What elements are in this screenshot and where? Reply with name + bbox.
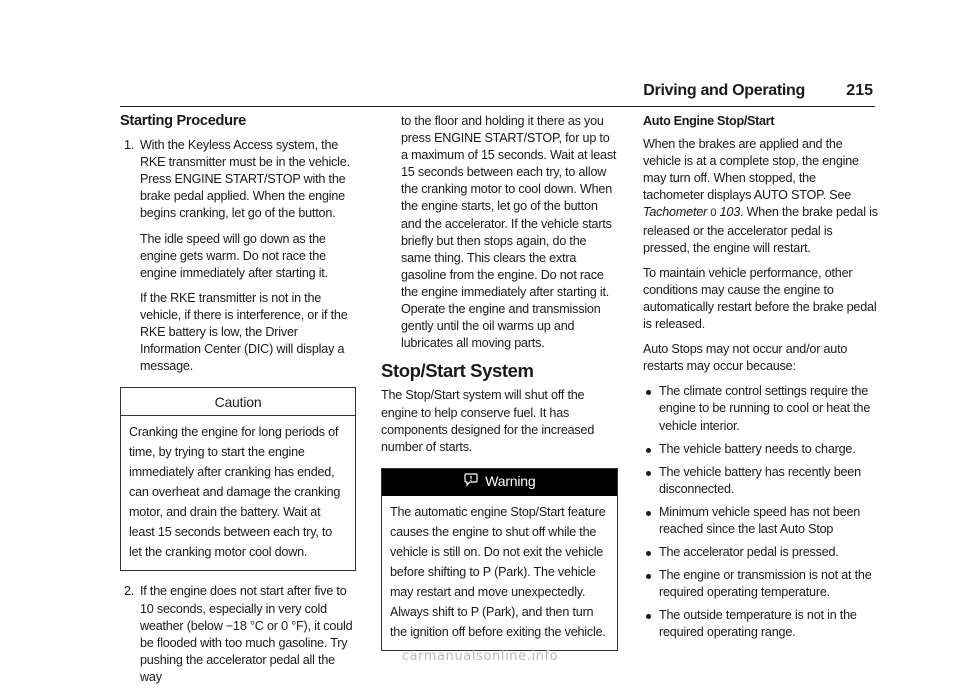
tachometer-reference[interactable]: Tachometer xyxy=(643,205,708,220)
column-3 xyxy=(643,113,878,648)
list-item xyxy=(643,441,878,458)
step-1-paragraph-1: With the Keyless Access system, the RKE transmitter must be in the vehicle. Press ENGINE START/STOP with the brake pedal applied. When the engine begins cranking, let go of the button. xyxy=(140,138,350,221)
warning-title-bar xyxy=(382,469,617,496)
step-2-number: 2. xyxy=(124,584,135,599)
column-1 xyxy=(120,113,356,694)
list-item xyxy=(643,544,878,561)
bullet-icon xyxy=(646,574,651,579)
stop-start-heading: Stop/Start System xyxy=(381,360,534,382)
header-rule xyxy=(120,106,875,107)
list-item-text: The outside temperature is not in the required operating range. xyxy=(659,608,857,640)
step-2-paragraph-1: If the engine does not start after five to 10 seconds, especially in very cold weather (below −18 °C or 0 °F), it could be flooded with too much gasoline. Try pushing the accelerator pedal all the way xyxy=(140,584,353,684)
bullet-icon xyxy=(646,551,651,556)
bullet-icon xyxy=(646,614,651,619)
step-2-continued xyxy=(381,113,618,352)
bullet-icon xyxy=(646,390,651,395)
step-1 xyxy=(120,137,356,375)
step-2-continued-text: to the floor and holding it there as you press ENGINE START/STOP, for up to a maximum of 15 seconds. Wait at least 15 seconds between each try, to allow the cranking motor to cool down. When the engine starts, let go of the button and the accelerator. If the vehicle starts briefly but then stops again, do the same thing. This clears the extra gasoline from the engine. Do not race the engine immediately after starting it. Operate the engine and transmission gently until the oil warms up and lubricates all moving parts. xyxy=(401,114,617,351)
caution-title: Caution xyxy=(121,388,355,416)
auto-stop-start-heading: Auto Engine Stop/Start xyxy=(643,114,775,128)
caution-box xyxy=(120,387,356,571)
tachometer-page-ref[interactable]: 103 xyxy=(719,205,741,220)
bullet-icon xyxy=(646,448,651,453)
auto-stop-paragraph-2: To maintain vehicle performance, other conditions may cause the engine to automatically restart before the brake pedal is released. xyxy=(643,265,877,332)
auto-stop-paragraph-3: Auto Stops may not occur and/or auto restarts may occur because: xyxy=(643,342,848,374)
starting-procedure-heading: Starting Procedure xyxy=(120,113,246,129)
stop-start-intro: The Stop/Start system will shut off the engine to help conserve fuel. It has components designed for the increased number of starts. xyxy=(381,388,595,454)
watermark: carmanualsonline.info xyxy=(401,649,559,664)
column-2 xyxy=(381,113,618,651)
warning-text: The automatic engine Stop/Start feature causes the engine to shut off while the vehicle is still on. Do not exit the vehicle before shifting to P (Park). The vehicle may restart and move unexpectedly. Always shift to P (Park), and then turn the ignition off before exiting the vehicle. xyxy=(390,505,606,640)
list-item-text: The accelerator pedal is pressed. xyxy=(659,545,839,560)
auto-stop-conditions-list xyxy=(643,383,878,641)
step-1-paragraph-3: If the RKE transmitter is not in the vehicle, if there is interference, or if the RKE battery is low, the Driver Information Center (DIC) will display a message. xyxy=(140,290,348,374)
caution-text: Cranking the engine for long periods of time, by trying to start the engine immediately after cranking has ended, can overheat and damage the cranking motor, and drain the battery. Wait at least 15 seconds between each try, to let the cranking motor cool down. xyxy=(129,425,341,560)
step-2 xyxy=(120,583,356,686)
list-item-text: The vehicle battery needs to charge. xyxy=(659,441,856,456)
warning-title: Warning xyxy=(485,472,536,489)
warning-icon xyxy=(464,473,478,491)
list-item xyxy=(643,607,878,641)
warning-box xyxy=(381,468,618,651)
page-number: 215 xyxy=(846,82,873,99)
section-title: Driving and Operating xyxy=(643,82,805,99)
page-header xyxy=(120,82,875,104)
list-item xyxy=(643,383,878,434)
list-item-text: The vehicle battery has recently been disconnected. xyxy=(659,464,861,496)
list-item-text: The climate control settings require the engine to be running to cool or heat the vehicle interior. xyxy=(659,384,871,433)
paragraph-1-text: When the brakes are applied and the vehicle is at a complete stop, the engine may turn off. When stopped, the tachometer displays AUTO STOP. See xyxy=(643,137,859,203)
list-item-text: Minimum vehicle speed has not been reached since the last Auto Stop xyxy=(659,504,861,536)
bullet-icon xyxy=(646,471,651,476)
step-1-paragraph-2: The idle speed will go down as the engine gets warm. Do not race the engine immediately after starting it. xyxy=(140,231,328,280)
auto-stop-paragraph-1 xyxy=(643,136,878,257)
list-item-text: The engine or transmission is not at the required operating temperature. xyxy=(659,568,872,600)
paragraph-1-text-end: . When the brake pedal is released or the accelerator pedal is pressed, the engine will restart. xyxy=(643,205,878,255)
page-reference-icon: 0 xyxy=(710,207,717,220)
list-item xyxy=(643,567,878,601)
list-item xyxy=(643,464,878,498)
list-item xyxy=(643,504,878,538)
step-1-number: 1. xyxy=(124,138,135,153)
bullet-icon xyxy=(646,511,651,516)
